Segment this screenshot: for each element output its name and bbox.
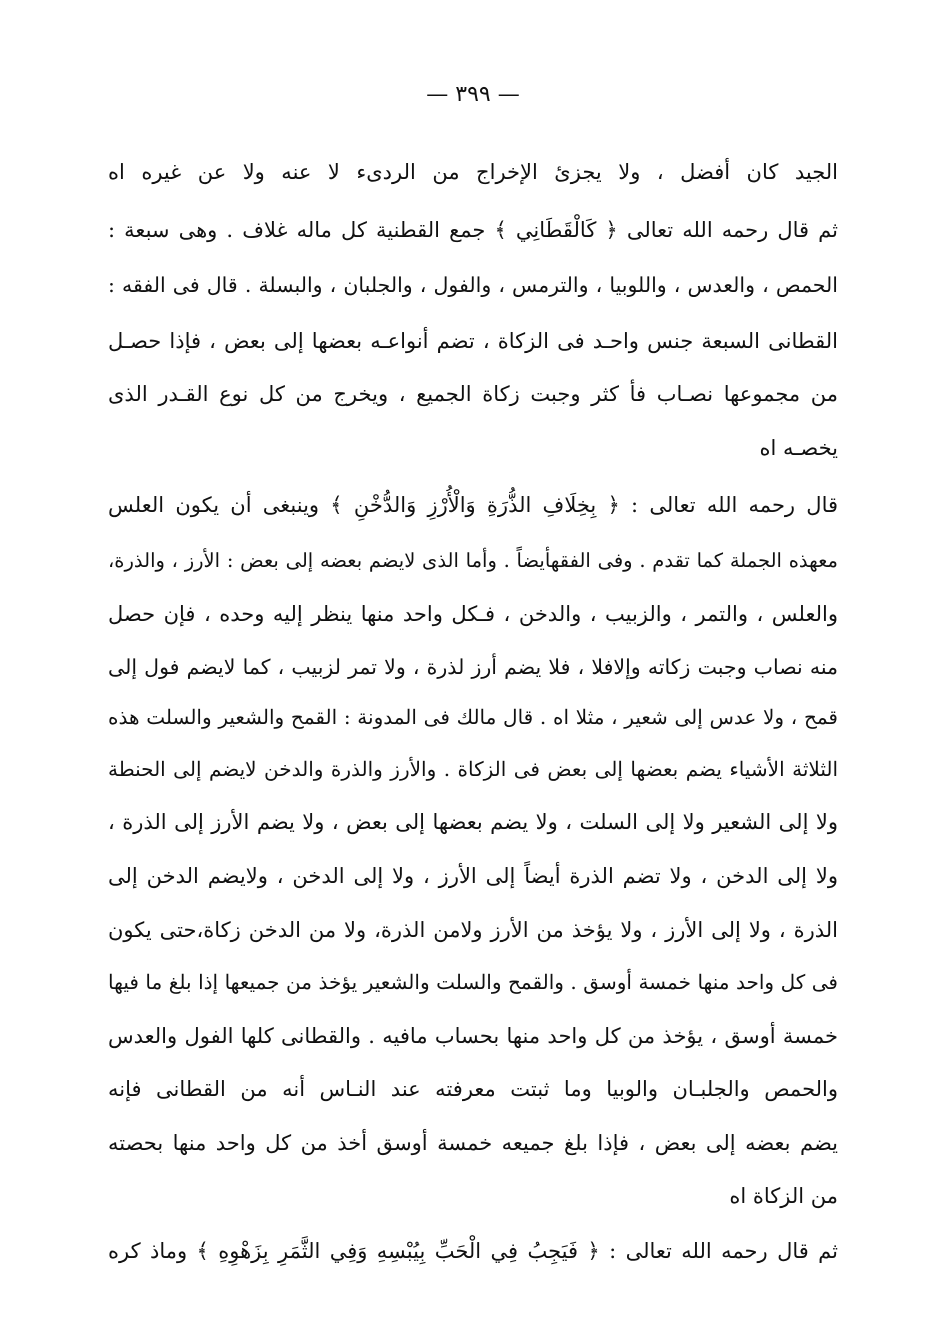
text-line: معهذه الجملة كما تقدم . وفى الفقهأيضاً . وأما الذى لايضم بعضه إلى بعض : الأرز ، والذرة، (108, 549, 838, 572)
text-line: ولا إلى الدخن ، ولا تضم الذرة أيضاً إلى الأرز ، ولا إلى الدخن ، ولايضم الدخن إلى (108, 864, 838, 888)
text-line: والحمص والجلبـان والوبيا وما ثبتت معرفته عند النـاس أنه من القطانى فإنه (108, 1077, 838, 1101)
text-line: منه نصاب وجبت زكاته وإلافلا ، فلا يضم أرز لذرة ، ولا تمر لزبيب ، كما لايضم فول إلى (108, 655, 838, 679)
text-line: الثلاثة الأشياء يضم بعضها إلى بعض فى الزكاة . والأرز والذرة والدخن لايضم إلى الحنطة (108, 757, 838, 781)
text-line: الذرة ، ولا إلى الأرز ، ولا يؤخذ من الأرز ولامن الذرة، ولا من الدخن زكاة،حتى يكون (108, 918, 838, 942)
text-line: القطانى السبعة جنس واحـد فى الزكاة ، تضم أنواعـه بعضها إلى بعض ، فإذا حصـل (108, 329, 838, 353)
text-line: خمسة أوسق ، يؤخذ من كل واحد منها بحساب مافيه . والقطانى كلها الفول والعدس (108, 1024, 838, 1048)
text-line: الجيد كان أفضل ، ولا يجزئ الإخراج من الردىء لا عنه ولا عن غيره اه (108, 160, 838, 184)
text-line: فى كل واحد منها خمسة أوسق . والقمح والسلت والشعير يؤخذ من جميعها إذا بلغ ما فيها (108, 970, 838, 994)
text-line: من مجموعها نصـاب فأ كثر وجبت زكاة الجميع ، ويخرج من كل نوع القـدر الذى (108, 382, 838, 406)
text-line: ثم قال رحمه الله تعالى ﴿ كَالْقَطَانِي ﴾ جمع القطنية كل ماله غلاف . وهى سبعة : (108, 218, 838, 242)
text-line: ثم قال رحمه الله تعالى : ﴿ فَيَجِبُ فِي الْحَبِّ بِيُبْسِهِ وَفِي الثَّمَرِ بِزَهْوِهِ ﴾ وماذ كره (108, 1239, 838, 1263)
text-line: ولا إلى الشعير ولا إلى السلت ، ولا يضم بعضها إلى بعض ، ولا يضم الأرز إلى الذرة ، (108, 810, 838, 834)
text-line: يخصـه اه (759, 436, 838, 460)
text-line: الحمص ، والعدس ، واللوبيا ، والترمس ، والفول ، والجلبان ، والبسلة . قال فى الفقه : (108, 273, 838, 297)
text-line: يضم بعضه إلى بعض ، فإذا بلغ جميعه خمسة أوسق أخذ من كل واحد منها بحصته (108, 1131, 838, 1155)
text-line: من الزكاة اه (729, 1184, 838, 1208)
text-line: قال رحمه الله تعالى : ﴿ بِخِلَافِ الذُّرَةِ وَالْأُرْزِ وَالدُّخْنِ ﴾ وينبغى أن يكون العلس (108, 493, 838, 517)
page-number: — ٣٩٩ — (426, 82, 520, 107)
text-line: والعلس ، والتمر ، والزبيب ، والدخن ، فـكل واحد منها ينظر إليه وحده ، فإن حصل (108, 602, 838, 626)
text-line: قمح ، ولا عدس إلى شعير ، مثلا اه . قال مالك فى المدونة : القمح والشعير والسلت هذه (108, 705, 838, 729)
